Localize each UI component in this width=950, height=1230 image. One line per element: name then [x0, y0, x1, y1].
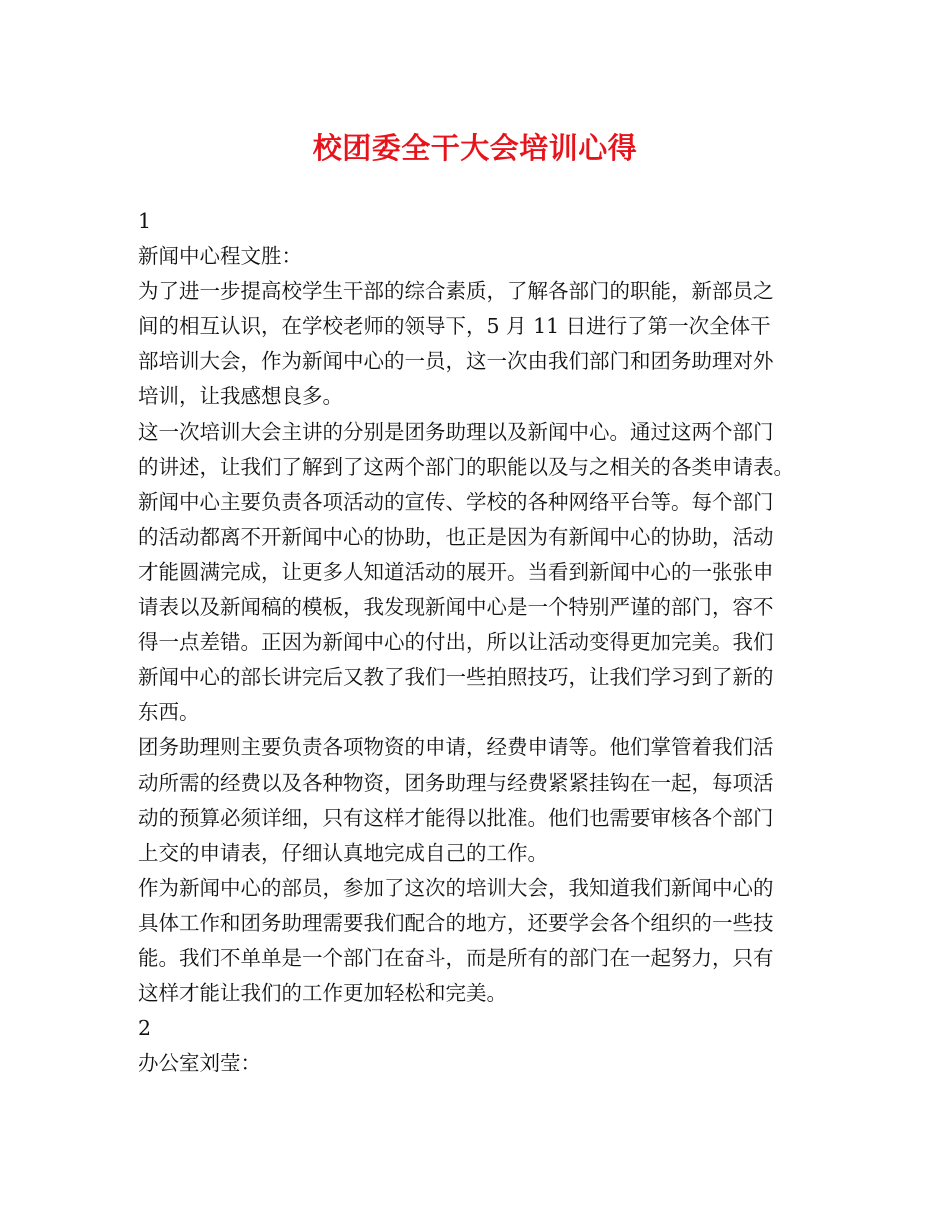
text-line: 东西。: [138, 700, 200, 725]
text-line: 作为新闻中心的部员，参加了这次的培训大会，我知道我们新闻中心的: [138, 875, 774, 900]
text-line: 间的相互认识，在学校老师的领导下，5 月 11 日进行了第一次全体干: [138, 314, 771, 339]
text-line: 为了进一步提高校学生干部的综合素质，了解各部门的职能，新部员之: [138, 279, 774, 304]
document-title: 校团委全干大会培训心得: [312, 131, 638, 165]
text-line: 动的预算必须详细，只有这样才能得以批准。他们也需要审核各个部门: [138, 805, 774, 830]
text-line: 的讲述，让我们了解到了这两个部门的职能以及与之相关的各类申请表。: [138, 454, 794, 479]
text-line: 部培训大会，作为新闻中心的一员，这一次由我们部门和团务助理对外: [138, 349, 774, 374]
text-line: 得一点差错。正因为新闻中心的付出，所以让活动变得更加完美。我们: [138, 630, 774, 655]
author-heading: 办公室刘莹：: [138, 1051, 261, 1076]
text-line: 新闻中心的部长讲完后又教了我们一些拍照技巧，让我们学习到了新的: [138, 665, 774, 690]
text-line: 这样才能让我们的工作更加轻松和完美。: [138, 981, 507, 1006]
author-heading: 新闻中心程文胜：: [138, 244, 302, 269]
text-line: 的活动都离不开新闻中心的协助，也正是因为有新闻中心的协助，活动: [138, 524, 774, 549]
text-line: 能。我们不单单是一个部门在奋斗，而是所有的部门在一起努力，只有: [138, 945, 774, 970]
text-line: 请表以及新闻稿的模板，我发现新闻中心是一个特别严谨的部门，容不: [138, 595, 774, 620]
section-number: 2: [138, 1016, 152, 1041]
section-number: 1: [138, 209, 152, 233]
text-line: 培训，让我感想良多。: [138, 384, 343, 409]
text-line: 具体工作和团务助理需要我们配合的地方，还要学会各个组织的一些技: [138, 910, 774, 935]
text-line: 团务助理则主要负责各项物资的申请，经费申请等。他们掌管着我们活: [138, 735, 774, 760]
text-line: 动所需的经费以及各种物资，团务助理与经费紧紧挂钩在一起，每项活: [138, 770, 774, 795]
document-body: [138, 204, 818, 1081]
text-line: 这一次培训大会主讲的分别是团务助理以及新闻中心。通过这两个部门: [138, 419, 774, 444]
text-line: 上交的申请表，仔细认真地完成自己的工作。: [138, 840, 548, 865]
text-line: 新闻中心主要负责各项活动的宣传、学校的各种网络平台等。每个部门: [138, 489, 774, 514]
text-line: 才能圆满完成，让更多人知道活动的展开。当看到新闻中心的一张张申: [138, 559, 774, 584]
